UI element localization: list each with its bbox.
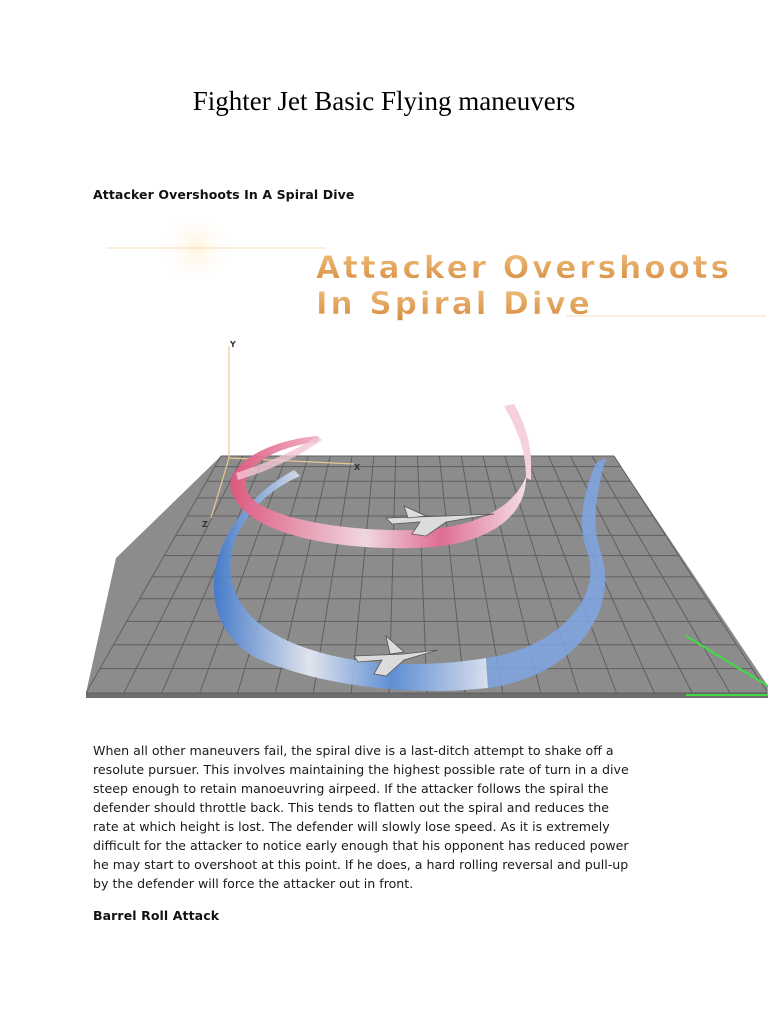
grid-floor: [86, 456, 768, 698]
figure-title-line-2: In Spiral Dive: [316, 286, 593, 322]
paragraph-line: he may start to overshoot at this point. If he does, a hard rolling reversal and pull-up: [93, 857, 629, 872]
paragraph-line: difficult for the attacker to notice early enough that his opponent has reduced power: [93, 838, 629, 853]
spiral-dive-illustration: [86, 218, 768, 708]
paragraph-line: rate at which height is lost. The defender will slowly lose speed. As it is extremely: [93, 819, 610, 834]
light-flare: [158, 218, 234, 286]
spiral-dive-diagram: [86, 218, 768, 708]
axis-label-x: X: [354, 463, 361, 472]
paragraph-line: defender should throttle back. This tends to flatten out the spiral and reduces the: [93, 800, 609, 815]
paragraph-line: resolute pursuer. This involves maintaining the highest possible rate of turn in a dive: [93, 762, 629, 777]
axis-label-y: Y: [230, 340, 236, 349]
section-heading-spiral-dive: Attacker Overshoots In A Spiral Dive: [93, 187, 355, 202]
section-heading-barrel-roll: Barrel Roll Attack: [93, 908, 220, 923]
spiral-dive-paragraph: [93, 741, 683, 893]
figure-title-line-1: Attacker Overshoots: [316, 250, 733, 286]
page-title: Fighter Jet Basic Flying maneuvers: [192, 86, 576, 116]
axis-label-z: Z: [202, 520, 208, 529]
paragraph-line: steep enough to retain manoeuvring airpeed. If the attacker follows the spiral the: [93, 781, 609, 796]
paragraph-line: When all other maneuvers fail, the spiral dive is a last-ditch attempt to shake off a: [93, 743, 614, 758]
paragraph-line: by the defender will force the attacker out in front.: [93, 876, 414, 891]
